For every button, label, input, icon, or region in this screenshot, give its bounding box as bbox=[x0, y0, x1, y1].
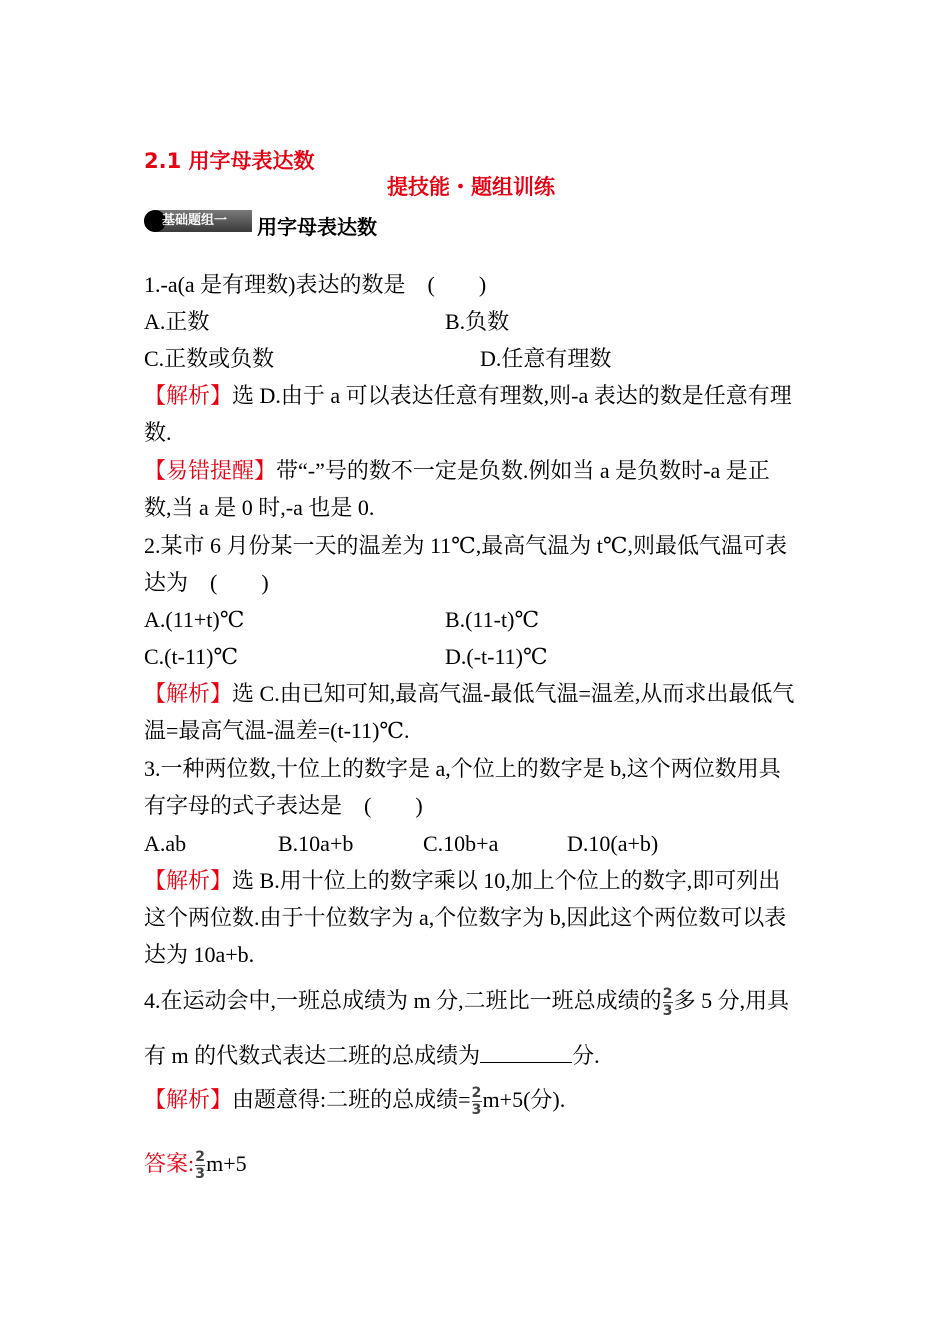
frac-denominator: 3 bbox=[662, 1003, 673, 1020]
analysis-label: 【解析】 bbox=[144, 681, 233, 706]
q4-stem-text-3: 有 m 的代数式表达二班的总成绩为 bbox=[144, 1043, 481, 1068]
section-title: 2.1 用字母表达数 bbox=[144, 149, 315, 173]
q2-analysis-line-2: 温=最高气温-温差=(t-11)℃. bbox=[144, 718, 410, 743]
tip-label: 【易错提醒】 bbox=[144, 458, 277, 483]
q3-analysis-line-1 bbox=[144, 868, 780, 894]
q1-stem: 1.-a(a 是有理数)表达的数是 ( ) bbox=[144, 272, 487, 297]
frac-numerator: 2 bbox=[662, 986, 673, 1003]
q1-option-c: C.正数或负数 bbox=[144, 346, 275, 371]
frac-denominator: 3 bbox=[195, 1166, 205, 1183]
q1-tip-text: 带“-”号的数不一定是负数.例如当 a 是负数时-a 是正 bbox=[276, 458, 770, 483]
q4-stem-text: 4.在运动会中,一班总成绩为 m 分,二班比一班总成绩的 bbox=[144, 988, 662, 1013]
q4-stem-text-2: 多 5 分,用具 bbox=[673, 988, 790, 1013]
q4-stem-line-1 bbox=[144, 984, 789, 1018]
q3-option-a: A.ab bbox=[144, 831, 187, 856]
q2-analysis-text: 选 C.由已知可知,最高气温-最低气温=温差,从而求出最低气 bbox=[232, 681, 795, 706]
group-title: 用字母表达数 bbox=[257, 215, 377, 239]
q3-option-d: D.10(a+b) bbox=[567, 831, 659, 856]
q2-option-d: D.(-t-11)℃ bbox=[445, 644, 548, 669]
q4-analysis-text-2: m+5(分). bbox=[482, 1087, 566, 1112]
q3-option-c: C.10b+a bbox=[423, 831, 499, 856]
q4-analysis bbox=[144, 1083, 565, 1117]
group-badge-label: 基础题组一 bbox=[162, 213, 228, 228]
q2-analysis-line-1 bbox=[144, 681, 794, 707]
q3-stem-line-1: 3.一种两位数,十位上的数字是 a,个位上的数字是 b,这个两位数用具 bbox=[144, 756, 781, 781]
fraction-two-thirds bbox=[195, 1150, 205, 1181]
analysis-label: 【解析】 bbox=[144, 383, 233, 408]
q1-tip-line-1 bbox=[144, 458, 770, 484]
q4-answer-text: m+5 bbox=[206, 1151, 247, 1176]
q4-stem-line-2 bbox=[144, 1043, 600, 1069]
q3-analysis-line-2: 这个两位数.由于十位数字为 a,个位数字为 b,因此这个两位数可以表 bbox=[144, 905, 787, 930]
q1-analysis-line-1 bbox=[144, 383, 792, 409]
q2-option-c: C.(t-11)℃ bbox=[144, 644, 239, 669]
q1-analysis-line-2: 数. bbox=[144, 420, 172, 445]
q1-tip-line-2: 数,当 a 是 0 时,-a 也是 0. bbox=[144, 495, 375, 520]
fraction-two-thirds bbox=[663, 987, 673, 1018]
frac-numerator: 2 bbox=[471, 1085, 482, 1102]
q4-analysis-text: 由题意得:二班的总成绩= bbox=[232, 1087, 471, 1112]
q4-stem-text-4: 分. bbox=[572, 1043, 600, 1068]
subtitle: 提技能・题组训练 bbox=[387, 175, 555, 199]
frac-numerator: 2 bbox=[195, 1149, 205, 1166]
answer-label: 答案: bbox=[144, 1151, 195, 1176]
answer-blank bbox=[480, 1044, 572, 1063]
q4-answer bbox=[144, 1147, 247, 1181]
q1-option-b: B.负数 bbox=[445, 309, 510, 334]
q3-analysis-line-3: 达为 10a+b. bbox=[144, 942, 255, 967]
q1-option-a: A.正数 bbox=[144, 309, 210, 334]
q1-option-d: D.任意有理数 bbox=[480, 346, 612, 371]
analysis-label: 【解析】 bbox=[144, 868, 233, 893]
q3-option-b: B.10a+b bbox=[278, 831, 354, 856]
analysis-label: 【解析】 bbox=[144, 1087, 233, 1112]
q2-option-a: A.(11+t)℃ bbox=[144, 607, 245, 632]
q2-stem-line-1: 2.某市 6 月份某一天的温差为 11℃,最高气温为 t℃,则最低气温可表 bbox=[144, 533, 788, 558]
q1-analysis-text: 选 D.由于 a 可以表达任意有理数,则-a 表达的数是任意有理 bbox=[232, 383, 792, 408]
q3-stem-line-2: 有字母的式子表达是 ( ) bbox=[144, 793, 423, 818]
fraction-two-thirds bbox=[472, 1086, 482, 1117]
q2-option-b: B.(11-t)℃ bbox=[445, 607, 540, 632]
q2-stem-line-2: 达为 ( ) bbox=[144, 570, 269, 595]
q3-analysis-text: 选 B.用十位上的数字乘以 10,加上个位上的数字,即可列出 bbox=[232, 868, 781, 893]
frac-denominator: 3 bbox=[471, 1102, 482, 1119]
